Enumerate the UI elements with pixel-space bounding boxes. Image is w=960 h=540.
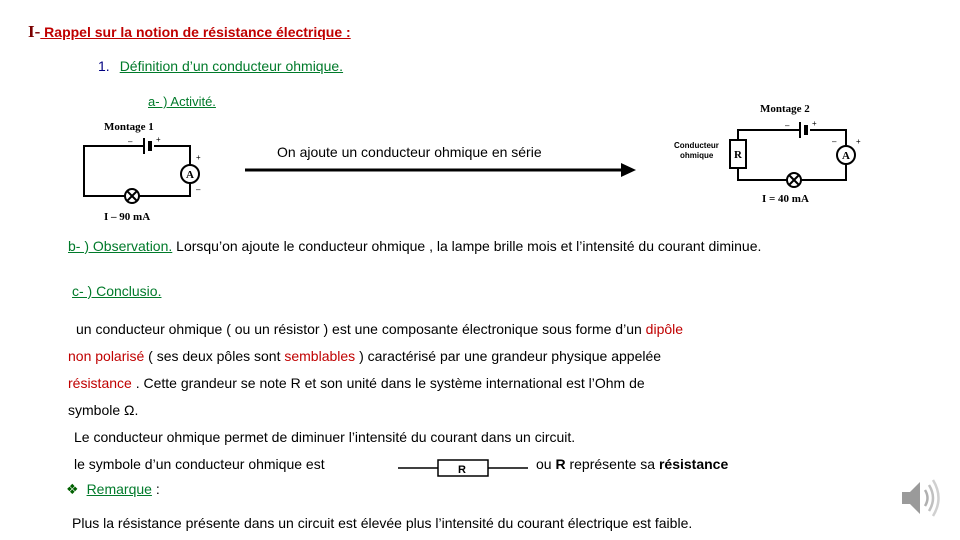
observation (68, 238, 761, 254)
activity-label: a- ) Activité. (148, 94, 216, 109)
conclusion-represente: représente sa (565, 456, 659, 472)
subtitle (98, 58, 343, 74)
montage2-title: Montage 2 (760, 103, 810, 115)
conclusion-line2-end: ) caractérisé par une grandeur physique appelée (355, 348, 662, 364)
montage1-diagram (70, 116, 220, 226)
conclusion-line2-text: ( ses deux pôles sont (144, 348, 285, 364)
observation-label: b- ) Observation. (68, 238, 173, 254)
conclusion-dipole: dipôle (645, 321, 684, 337)
series-arrow (245, 162, 637, 178)
svg-text:+: + (856, 137, 861, 146)
conclusion-line3 (68, 375, 645, 391)
montage2-conductor-l2: ohmique (680, 151, 714, 160)
resistor-symbol-R: R (458, 464, 466, 476)
conclusion-resistance-bold: résistance (658, 456, 729, 472)
speaker-icon[interactable] (896, 474, 944, 522)
section-title-text: Rappel sur la notion de résistance électrique : (40, 24, 351, 40)
svg-text:–: – (196, 185, 201, 194)
svg-text:–: – (785, 121, 790, 130)
svg-text:–: – (832, 137, 837, 146)
section-roman: I- (28, 22, 41, 41)
conclusion-line6-end (536, 456, 728, 472)
svg-text:–: – (128, 137, 133, 146)
section-title (28, 22, 351, 42)
montage2-ammeter: A (842, 150, 850, 162)
subtitle-number: 1. (98, 58, 110, 74)
conclusion-resistance: résistance (68, 375, 132, 391)
montage2-conductor-l1: Conducteur (674, 141, 719, 150)
remark (66, 481, 160, 498)
conclusion-R-bold: R (555, 456, 566, 472)
conclusion-semblables: semblables (284, 348, 356, 364)
svg-text:+: + (812, 119, 817, 128)
arrow-caption: On ajoute un conducteur ohmique en série (277, 144, 542, 160)
remark-bullet: ❖ (66, 481, 79, 497)
conclusion-line5: Le conducteur ohmique permet de diminuer l’intensité du courant dans un circuit. (74, 429, 576, 445)
montage1-title: Montage 1 (104, 121, 154, 133)
resistor-symbol (398, 458, 528, 478)
conclusion-ou: ou (536, 456, 556, 472)
montage2-current: I = 40 mA (762, 193, 809, 205)
conclusion-line1 (76, 321, 683, 337)
montage1-current: I – 90 mA (104, 211, 151, 223)
subtitle-text: Définition d’un conducteur ohmique. (119, 58, 344, 74)
montage2-diagram (672, 100, 872, 210)
conclusion-label: c- ) Conclusio. (72, 283, 162, 299)
conclusion-line3-text: . Cette grandeur se note R et son unité dans le système international est l’Ohm de (131, 375, 645, 391)
remark-text: Plus la résistance présente dans un circuit est élevée plus l’intensité du courant électrique est faible. (72, 515, 693, 531)
montage2-resistor: R (734, 149, 742, 161)
svg-text:+: + (196, 153, 201, 162)
conclusion-line2 (68, 348, 661, 364)
conclusion-non-polarise: non polarisé (68, 348, 145, 364)
montage1-ammeter: A (186, 169, 194, 181)
svg-text:+: + (156, 135, 161, 144)
remark-colon: : (151, 481, 160, 497)
conclusion-line1-text: un conducteur ohmique ( ou un résistor ) est une composante électronique sous forme d’un (76, 321, 646, 337)
remark-label: Remarque (86, 481, 152, 497)
conclusion-line6: le symbole d’un conducteur ohmique est (74, 456, 325, 472)
conclusion-line4: symbole Ω. (68, 402, 139, 418)
observation-text: Lorsqu’on ajoute le conducteur ohmique , la lampe brille mois et l’intensité du courant diminue. (172, 238, 762, 254)
